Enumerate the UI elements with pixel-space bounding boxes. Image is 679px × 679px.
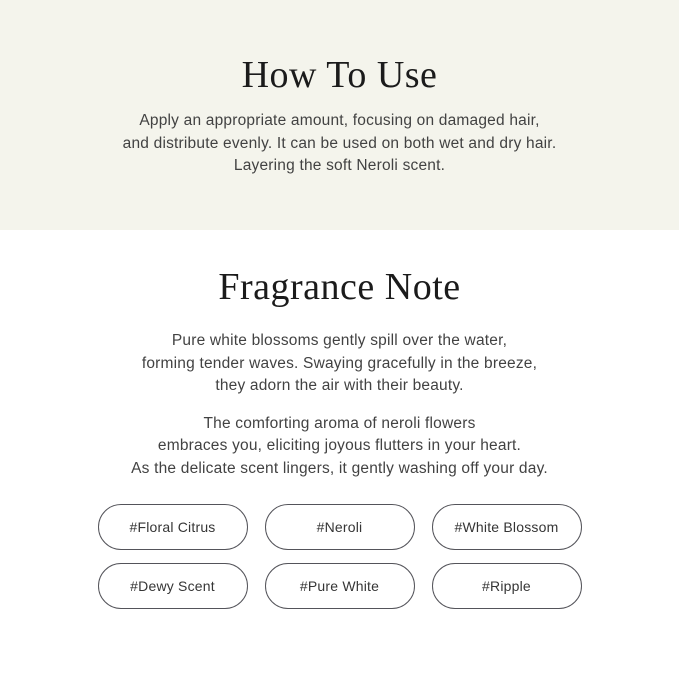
description-line: they adorn the air with their beauty. [215, 377, 464, 394]
tag-pill-floral-citrus: #Floral Citrus [98, 504, 248, 550]
tag-pill-dewy-scent: #Dewy Scent [98, 563, 248, 609]
tag-pill-pure-white: #Pure White [265, 563, 415, 609]
fragrance-note-section [0, 230, 679, 609]
description-line: The comforting aroma of neroli flowers [203, 414, 476, 432]
how-to-use-description [0, 110, 679, 178]
tag-pill-white-blossom: #White Blossom [432, 504, 582, 550]
fragrance-note-title: Fragrance Note [218, 266, 461, 308]
description-line: embraces you, eliciting joyous flutters in your heart. [157, 437, 522, 454]
how-to-use-title: How To Use [241, 54, 438, 96]
description-line: Apply an appropriate amount, focusing on damaged hair, [139, 112, 540, 129]
description-line: forming tender waves. Swaying gracefully in the breeze, [141, 354, 538, 372]
description-line: Layering the soft Neroli scent. [233, 157, 446, 174]
tag-pill-neroli: #Neroli [265, 504, 415, 550]
tag-pill-ripple: #Ripple [432, 563, 582, 609]
description-line: Pure white blossoms gently spill over the water, [171, 332, 508, 349]
fragrance-tag-grid [98, 504, 582, 609]
fragrance-description-2 [0, 413, 679, 481]
description-line: and distribute evenly. It can be used on both wet and dry hair. [122, 134, 557, 152]
fragrance-description-1 [0, 330, 679, 398]
description-line: As the delicate scent lingers, it gently washing off your day. [131, 459, 548, 477]
how-to-use-section [0, 0, 679, 230]
